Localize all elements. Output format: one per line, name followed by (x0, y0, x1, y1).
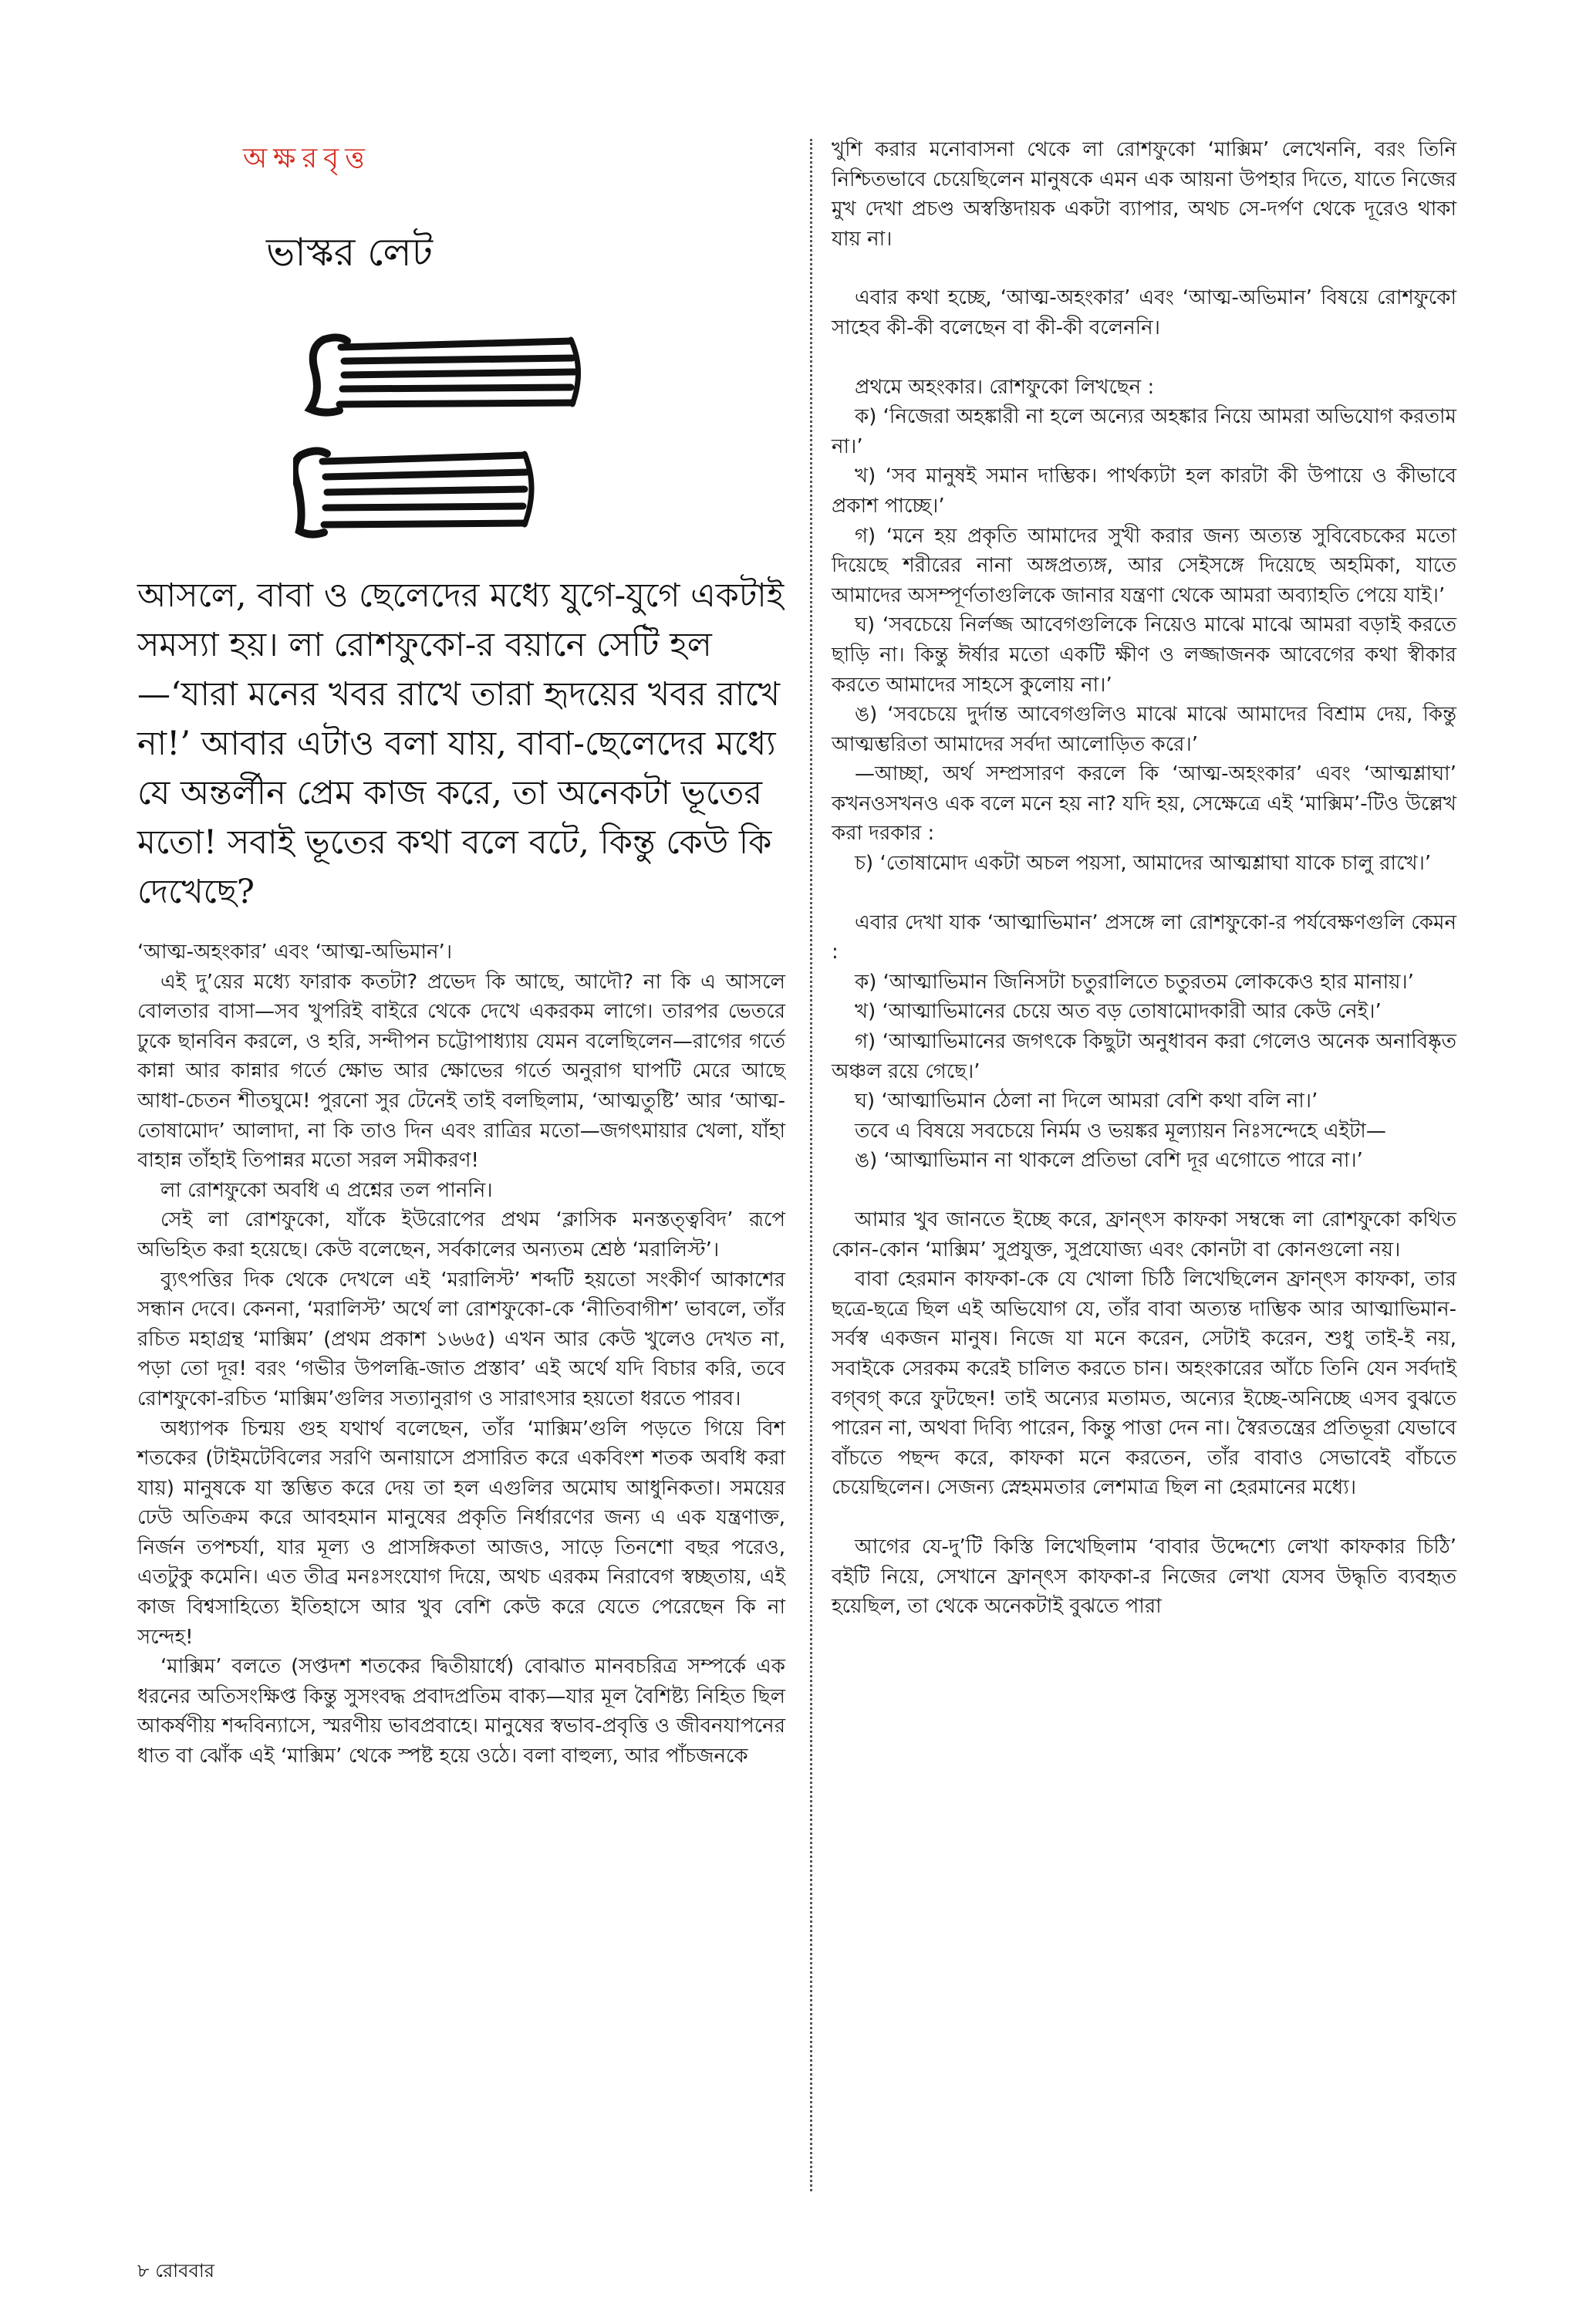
maxim-item: ঘ) ‘সবচেয়ে নির্লজ্জ আবেগগুলিকে নিয়েও মাঝে মাঝে আমরা বড়াই করতে ছাড়ি না। কিন্তু ঈর্ষার মতো একটি ক্ষীণ ও লজ্জাজনক আবেগের কথা স্বীকার করতে আমাদের সাহসে কুলোয় না।’ (832, 613, 1456, 697)
column-divider (810, 139, 812, 2191)
maxim-item: তবে এ বিষয়ে সবচেয়ে নির্মম ও ভয়ঙ্কর মূল্যায়ন নিঃসন্দেহে এইটা— (855, 1119, 1386, 1143)
right-paragraph: প্রথমে অহংকার। রোশফুকো লিখছেন : (855, 375, 1155, 399)
left-paragraph: ‘মাক্সিম’ বলতে (সপ্তদশ শতকের দ্বিতীয়ার্ধে) বোঝাত মানবচরিত্র সম্পর্কে এক ধরনের অতিসংক্ষিপ্ত কিন্তু সুসংবদ্ধ প্রবাদপ্রতিম বাক্য—যার মূল বৈশিষ্ট্য নিহিত ছিল আকর্ষণীয় শব্দবিন্যাসে, স্মরণীয় ভাবপ্রবাহে। মানুষের স্বভাব-প্রবৃত্তি ও জীবনযাপনের ধাত বা ঝোঁক এই ‘মাক্সিম’ থেকে স্পষ্ট হয়ে ওঠে। বলা বাহুল্য, আর পাঁচজনকে (137, 1655, 785, 1768)
maxim-item: গ) ‘আত্মাভিমানের জগৎকে কিছুটা অনুধাবন করা গেলেও অনেক অনাবিষ্কৃত অঞ্চল রয়ে গেছে।’ (832, 1030, 1456, 1083)
maxim-item: —আচ্ছা, অর্থ সম্প্রসারণ করলে কি ‘আত্ম-অহংকার’ এবং ‘আত্মশ্লাঘা’ কখনওসখনও এক বলে মনে হয় না? যদি হয়, সেক্ষেত্রে এই ‘মাক্সিম’-টিও উল্লেখ করা দরকার : (832, 762, 1456, 846)
right-paragraph: এবার দেখা যাক ‘আত্মাভিমান’ প্রসঙ্গে লা রোশফুকো-র পর্যবেক্ষণগুলি কেমন : (832, 910, 1456, 964)
maxim-item: ঘ) ‘আত্মাভিমান ঠেলা না দিলে আমরা বেশি কথা বলি না।’ (855, 1089, 1318, 1113)
right-paragraph: বাবা হেরমান কাফকা-কে যে খোলা চিঠি লিখেছিলেন ফ্রান্‌ৎস কাফকা, তার ছত্রে-ছত্রে ছিল এই অভিযোগ যে, তাঁর বাবা অত্যন্ত দাম্ভিক আর আত্মাভিমান-সর্বস্ব একজন মানুষ। নিজে যা মনে করেন, সেটাই করেন, শুধু তাই-ই নয়, সবাইকে সেরকম করেই চালিত করতে চান। অহংকারের আঁচে তিনি যেন সর্বদাই বগ্‌বগ্ করে ফুটছেন! তাই অন্যের মতামত, অন্যের ইচ্ছে-অনিচ্ছে এসব বুঝতে পারেন না, অথবা দিব্যি পারেন, কিন্তু পাত্তা দেন না। স্বৈরতন্ত্রের প্রতিভূরা যেভাবে বাঁচতে পছন্দ করে, কাফকা মনে করতেন, তাঁর বাবাও সেভাবেই বাঁচতে চেয়েছিলেন। সেজন্য স্নেহমমতার লেশমাত্র ছিল না হেরমানের মধ্যে। (832, 1268, 1456, 1500)
maxim-item: ঙ) ‘সবচেয়ে দুর্দান্ত আবেগগুলিও মাঝে মাঝে আমাদের বিশ্রাম দেয়, কিন্তু আত্মম্ভরিতা আমাদের সর্বদা আলোড়িত করে।’ (832, 703, 1456, 756)
maxim-item: ক) ‘নিজেরা অহঙ্কারী না হলে অন্যের অহঙ্কার নিয়ে আমরা অভিযোগ করতাম না।’ (832, 405, 1456, 458)
right-paragraph: এবার কথা হচ্ছে, ‘আত্ম-অহংকার’ এবং ‘আত্ম-অভিমান’ বিষয়ে রোশফুকো সাহেব কী-কী বলেছেন বা কী-কী বলেননি। (832, 286, 1456, 339)
author-name: ভাস্কর লেট (266, 230, 433, 275)
left-paragraph: অধ্যাপক চিন্ময় গুহ যথার্থ বলেছেন, তাঁর ‘মাক্সিম’গুলি পড়তে গিয়ে বিশ শতকের (টাইমটেবিলের সরণি অনায়াসে প্রসারিত করে একবিংশ শতক অবধি করা যায়) মানুষকে যা স্তম্ভিত করে দেয় তা হল এগুলির অমোঘ আধুনিকতা। সময়ের ঢেউ অতিক্রম করে আবহমান মানুষের প্রকৃতি নির্ধারণের জন্য এ এক যন্ত্রণাক্ত, নির্জন তপশ্চর্যা, যার মূল্য ও প্রাসঙ্গিকতা আজও, সাড়ে তিনশো বছর পরেও, এতটুকু কমেনি। এত তীব্র মনঃসংযোগ দিয়ে, অথচ এরকম নিরাবেগ স্বচ্ছতায়, এই কাজ বিশ্বসাহিত্যে ইতিহাসে আর খুব বেশি কেউ করে যেতে পেরেছেন কি না সন্দেহ! (137, 1417, 785, 1649)
maxim-item: খ) ‘আত্মাভিমানের চেয়ে অত বড় তোষামোদকারী আর কেউ নেই।’ (855, 1000, 1382, 1024)
maxim-item: চ) ‘তোষামোদ একটা অচল পয়সা, আমাদের আত্মশ্লাঘা যাকে চালু রাখে।’ (855, 852, 1432, 876)
left-column (137, 937, 785, 1772)
maxim-item: গ) ‘মনে হয় প্রকৃতি আমাদের সুখী করার জন্য অত্যন্ত সুবিবেচকের মতো দিয়েছে শরীরের নানা অঙ্গপ্রত্যঙ্গ, আর সেইসঙ্গে দিয়েছে অহমিকা, যাতে আমাদের অসম্পূর্ণতাগুলিকে জানার যন্ত্রণা থেকে আমরা অব্যাহতি পেয়ে যাই।’ (832, 524, 1456, 607)
maxim-item: খ) ‘সব মানুষই সমান দাম্ভিক। পার্থক্যটা হল কারটা কী উপায়ে ও কীভাবে প্রকাশ পাচ্ছে।’ (832, 464, 1456, 518)
column-kicker: অক্ষরবৃত্ত (243, 143, 371, 174)
right-paragraph: আগের যে-দু’টি কিস্তি লিখেছিলাম ‘বাবার উদ্দেশ্যে লেখা কাফকার চিঠি’ বইটি নিয়ে, সেখানে ফ্রান্‌ৎস কাফকা-র নিজের লেখা যেসব উদ্ধৃতি ব্যবহৃত হয়েছিল, তা থেকে অনেকটাই বুঝতে পারা (832, 1535, 1456, 1619)
pull-quote (137, 571, 785, 917)
book-stack-icon (293, 324, 633, 563)
right-paragraph: খুশি করার মনোবাসনা থেকে লা রোশফুকো ‘মাক্সিম’ লেখেননি, বরং তিনি নিশ্চিতভাবে চেয়েছিলেন মানুষকে এমন এক আয়না উপহার দিতে, যাতে নিজের মুখ দেখা প্রচণ্ড অস্বস্তিদায়ক একটা ব্যাপার, অথচ সে-দর্পণ থেকে দূরেও থাকা যায় না। (832, 138, 1456, 251)
page-folio: ৮ রোববার (137, 2260, 214, 2282)
pull-quote-text: আসলে, বাবা ও ছেলেদের মধ্যে যুগে-যুগে একটাই সমস্যা হয়। লা রোশফুকো-র বয়ানে সেটি হল—‘যারা মনের খবর রাখে তারা হৃদয়ের খবর রাখে না!’ আবার এটাও বলা যায়, বাবা-ছেলেদের মধ্যে যে অন্তর্লীন প্রেম কাজ করে, তা অনেকটা ভূতের মতো! সবাই ভূতের কথা বলে বটে, কিন্তু কেউ কি দেখেছে? (137, 576, 785, 911)
maxim-item: ক) ‘আত্মাভিমান জিনিসটা চতুরালিতে চতুরতম লোককেও হার মানায়।’ (855, 970, 1414, 994)
left-paragraph: এই দু’য়ের মধ্যে ফারাক কতটা? প্রভেদ কি আছে, আদৌ? না কি এ আসলে বোলতার বাসা—সব খুপরিই বাইরে থেকে দেখে একরকম লাগে। তারপর ভেতরে ঢুকে ছানবিন করলে, ও হরি, সন্দীপন চট্টোপাধ্যায় যেমন বলেছিলেন—রাগের গর্তে কান্না আর কান্নার গর্তে ক্ষোভ আর ক্ষোভের গর্তে অনুরাগ ঘাপটি মেরে আছে আধা-চেতন শীতঘুমে! পুরনো সুর টেনেই তাই বলছিলাম, ‘আত্মতুষ্টি’ আর ‘আত্ম-তোষামোদ’ আলাদা, না কি তাও দিন এবং রাত্রির মতো—জগৎমায়ার খেলা, যাঁহা বাহান্ন তাঁহাই তিপান্নর মতো সরল সমীকরণ! (137, 970, 785, 1173)
right-paragraph: আমার খুব জানতে ইচ্ছে করে, ফ্রান্‌ৎস কাফকা সম্বন্ধে লা রোশফুকো কথিত কোন-কোন ‘মাক্সিম’ সুপ্রযুক্ত, সুপ্রযোজ্য এবং কোনটা বা কোনগুলো নয়। (832, 1208, 1456, 1262)
maxim-item: ঙ) ‘আত্মাভিমান না থাকলে প্রতিভা বেশি দূর এগোতে পারে না।’ (855, 1149, 1363, 1173)
left-paragraph: ‘আত্ম-অহংকার’ এবং ‘আত্ম-অভিমান’। (137, 941, 453, 964)
left-paragraph: সেই লা রোশফুকো, যাঁকে ইউরোপের প্রথম ‘ক্লাসিক মনস্তত্ত্ববিদ’ রূপে অভিহিত করা হয়েছে। কেউ বলেছেন, সর্বকালের অন্যতম শ্রেষ্ঠ ‘মরালিস্ট’। (137, 1208, 785, 1262)
left-paragraph: ব্যুৎপত্তির দিক থেকে দেখলে এই ‘মরালিস্ট’ শব্দটি হয়তো সংকীর্ণ আকাশের সন্ধান দেবে। কেননা, ‘মরালিস্ট’ অর্থে লা রোশফুকো-কে ‘নীতিবাগীশ’ ভাবলে, তাঁর রচিত মহাগ্রন্থ ‘মাক্সিম’ (প্রথম প্রকাশ ১৬৬৫) এখন আর কেউ খুলেও দেখত না, পড়া তো দূর! বরং ‘গভীর উপলব্ধি-জাত প্রস্তাব’ এই অর্থে যদি বিচার করি, তবে রোশফুকো-রচিত ‘মাক্সিম’গুলির সত্যানুরাগ ও সারাৎসার হয়তো ধরতে পারব। (137, 1268, 785, 1410)
left-paragraph: লা রোশফুকো অবধি এ প্রশ্নের তল পাননি। (160, 1178, 493, 1202)
right-column (832, 135, 1456, 1622)
